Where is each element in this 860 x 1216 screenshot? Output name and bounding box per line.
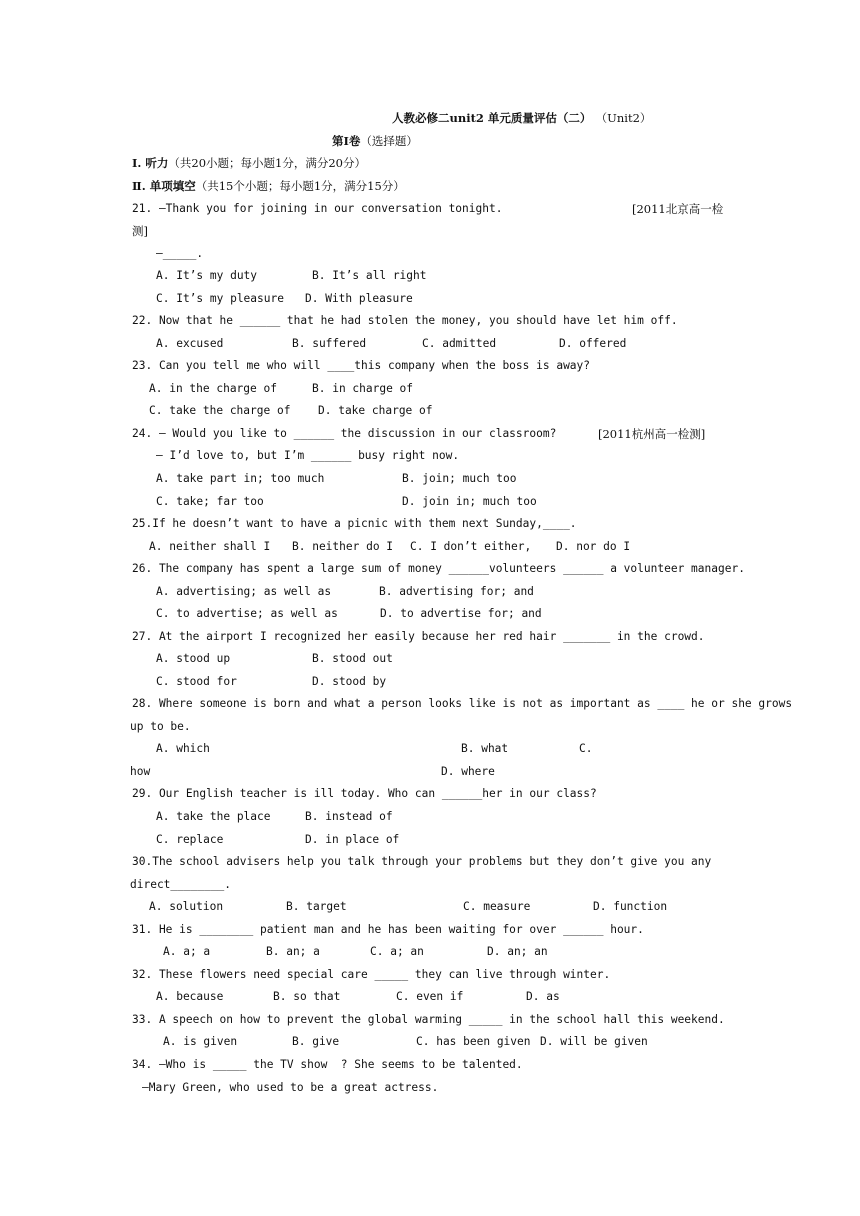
question-22-option-a: A. excused <box>156 337 224 350</box>
volume-heading <box>332 133 418 149</box>
question-23-option-b: B. in charge of <box>312 382 414 395</box>
question-27-option-a: A. stood up <box>156 652 231 665</box>
question-32-option-d: D. as <box>526 990 560 1003</box>
question-33-option-d: D. will be given <box>540 1035 648 1048</box>
question-28-option-a: A. which <box>156 742 210 755</box>
question-21-option-a: A. It’s my duty <box>156 269 258 282</box>
question-23-option-a: A. in the charge of <box>149 382 277 395</box>
question-24-option-b: B. join; much too <box>402 472 517 485</box>
question-24-option-d: D. join in; much too <box>402 495 537 508</box>
question-23-option-c: C. take the charge of <box>149 404 291 417</box>
question-25-option-b: B. neither do I <box>292 540 394 553</box>
question-30-option-d: D. function <box>593 900 668 913</box>
section-single-choice-label: Ⅱ. 单项填空 <box>132 179 196 193</box>
question-28-stem: 28. Where someone is born and what a person looks like is not as important as ____ he or she grows <box>132 697 793 710</box>
question-32-option-a: A. because <box>156 990 224 1003</box>
question-30-option-a: A. solution <box>149 900 224 913</box>
question-22-stem: 22. Now that he ______ that he had stolen the money, you should have let him off. <box>132 314 678 327</box>
question-26-option-d: D. to advertise for; and <box>380 607 542 620</box>
section-listening-label: Ⅰ. 听力 <box>132 156 169 170</box>
question-29-option-c: C. replace <box>156 833 224 846</box>
question-31-option-c: C. a; an <box>370 945 424 958</box>
question-33-stem: 33. A speech on how to prevent the global warming _____ in the school hall this weekend. <box>132 1013 725 1026</box>
question-27-stem: 27. At the airport I recognized her easily because her red hair _______ in the crowd. <box>132 630 705 643</box>
question-28-option-b: B. what <box>461 742 509 755</box>
question-26-option-b: B. advertising for; and <box>379 585 534 598</box>
question-25-option-a: A. neither shall I <box>149 540 271 553</box>
question-21-reply: —_____. <box>156 247 204 260</box>
question-28-option-c: C. <box>579 742 593 755</box>
question-25-stem: 25.If he doesn’t want to have a picnic with them next Sunday,____. <box>132 517 577 530</box>
question-31-stem: 31. He is ________ patient man and he has been waiting for over ______ hour. <box>132 923 644 936</box>
question-31-option-d: D. an; an <box>487 945 548 958</box>
question-27-option-d: D. stood by <box>312 675 387 688</box>
section-single-choice <box>132 178 405 194</box>
question-21-option-b: B. It’s all right <box>312 269 427 282</box>
volume-note: （选择题） <box>360 134 418 148</box>
question-29-stem: 29. Our English teacher is ill today. Who can ______her in our class? <box>132 787 597 800</box>
question-23-stem: 23. Can you tell me who will ____this company when the boss is away? <box>132 359 591 372</box>
question-27-option-b: B. stood out <box>312 652 393 665</box>
question-31-option-b: B. an; a <box>266 945 320 958</box>
question-33-option-b: B. give <box>292 1035 340 1048</box>
question-26-option-c: C. to advertise; as well as <box>156 607 338 620</box>
question-26-stem: 26. The company has spent a large sum of money ______volunteers ______ a volunteer manager. <box>132 562 745 575</box>
question-34-reply: —Mary Green, who used to be a great actress. <box>142 1081 439 1094</box>
exam-title-unit: （Unit2） <box>601 111 652 125</box>
section-listening <box>132 155 366 171</box>
section-single-choice-note: （共15个小题；每小题1分，满分15分） <box>195 179 405 193</box>
question-30-stem-cont: direct________. <box>130 878 232 891</box>
question-25-option-c: C. I don’t either, <box>410 540 532 553</box>
question-21-option-d: D. With pleasure <box>305 292 413 305</box>
question-28-option-d: D. where <box>441 765 495 778</box>
question-24-source: [2011杭州高一检测] <box>598 427 706 441</box>
question-22-option-c: C. admitted <box>422 337 497 350</box>
question-21-source-cont: 测] <box>132 224 148 238</box>
question-28-stem-cont: up to be. <box>130 720 191 733</box>
question-32-option-c: C. even if <box>396 990 464 1003</box>
question-22-option-d: D. offered <box>559 337 627 350</box>
question-21-stem: 21. —Thank you for joining in our conversation tonight. <box>132 202 503 215</box>
exam-title-main: 人教必修二unit2 单元质量评估（二） <box>392 111 592 125</box>
exam-title <box>392 110 651 126</box>
question-30-option-c: C. measure <box>463 900 531 913</box>
question-24-option-a: A. take part in; too much <box>156 472 325 485</box>
question-22-option-b: B. suffered <box>292 337 367 350</box>
question-30-option-b: B. target <box>286 900 347 913</box>
question-28-option-c-cont: how <box>130 765 151 778</box>
question-33-option-c: C. has been given <box>416 1035 531 1048</box>
question-24-stem: 24. — Would you like to ______ the discussion in our classroom? <box>132 427 557 440</box>
question-32-option-b: B. so that <box>273 990 341 1003</box>
question-27-option-c: C. stood for <box>156 675 237 688</box>
question-25-option-d: D. nor do I <box>556 540 631 553</box>
section-listening-note: （共20小题；每小题1分，满分20分） <box>168 156 366 170</box>
question-29-option-b: B. instead of <box>305 810 393 823</box>
question-33-option-a: A. is given <box>163 1035 238 1048</box>
question-29-option-d: D. in place of <box>305 833 400 846</box>
question-24-reply: — I’d love to, but I’m ______ busy right now. <box>156 449 460 462</box>
question-32-stem: 32. These flowers need special care _____ they can live through winter. <box>132 968 611 981</box>
question-34-stem: 34. —Who is _____ the TV show ? She seems to be talented. <box>132 1058 523 1071</box>
question-23-option-d: D. take charge of <box>318 404 433 417</box>
question-31-option-a: A. a; a <box>163 945 211 958</box>
question-21-option-c: C. It’s my pleasure <box>156 292 284 305</box>
question-24-option-c: C. take; far too <box>156 495 264 508</box>
question-29-option-a: A. take the place <box>156 810 271 823</box>
question-21-source: [2011北京高一检 <box>632 202 724 216</box>
question-26-option-a: A. advertising; as well as <box>156 585 332 598</box>
volume-label: 第Ⅰ卷 <box>332 134 361 148</box>
question-30-stem: 30.The school advisers help you talk through your problems but they don’t give you any <box>132 855 712 868</box>
